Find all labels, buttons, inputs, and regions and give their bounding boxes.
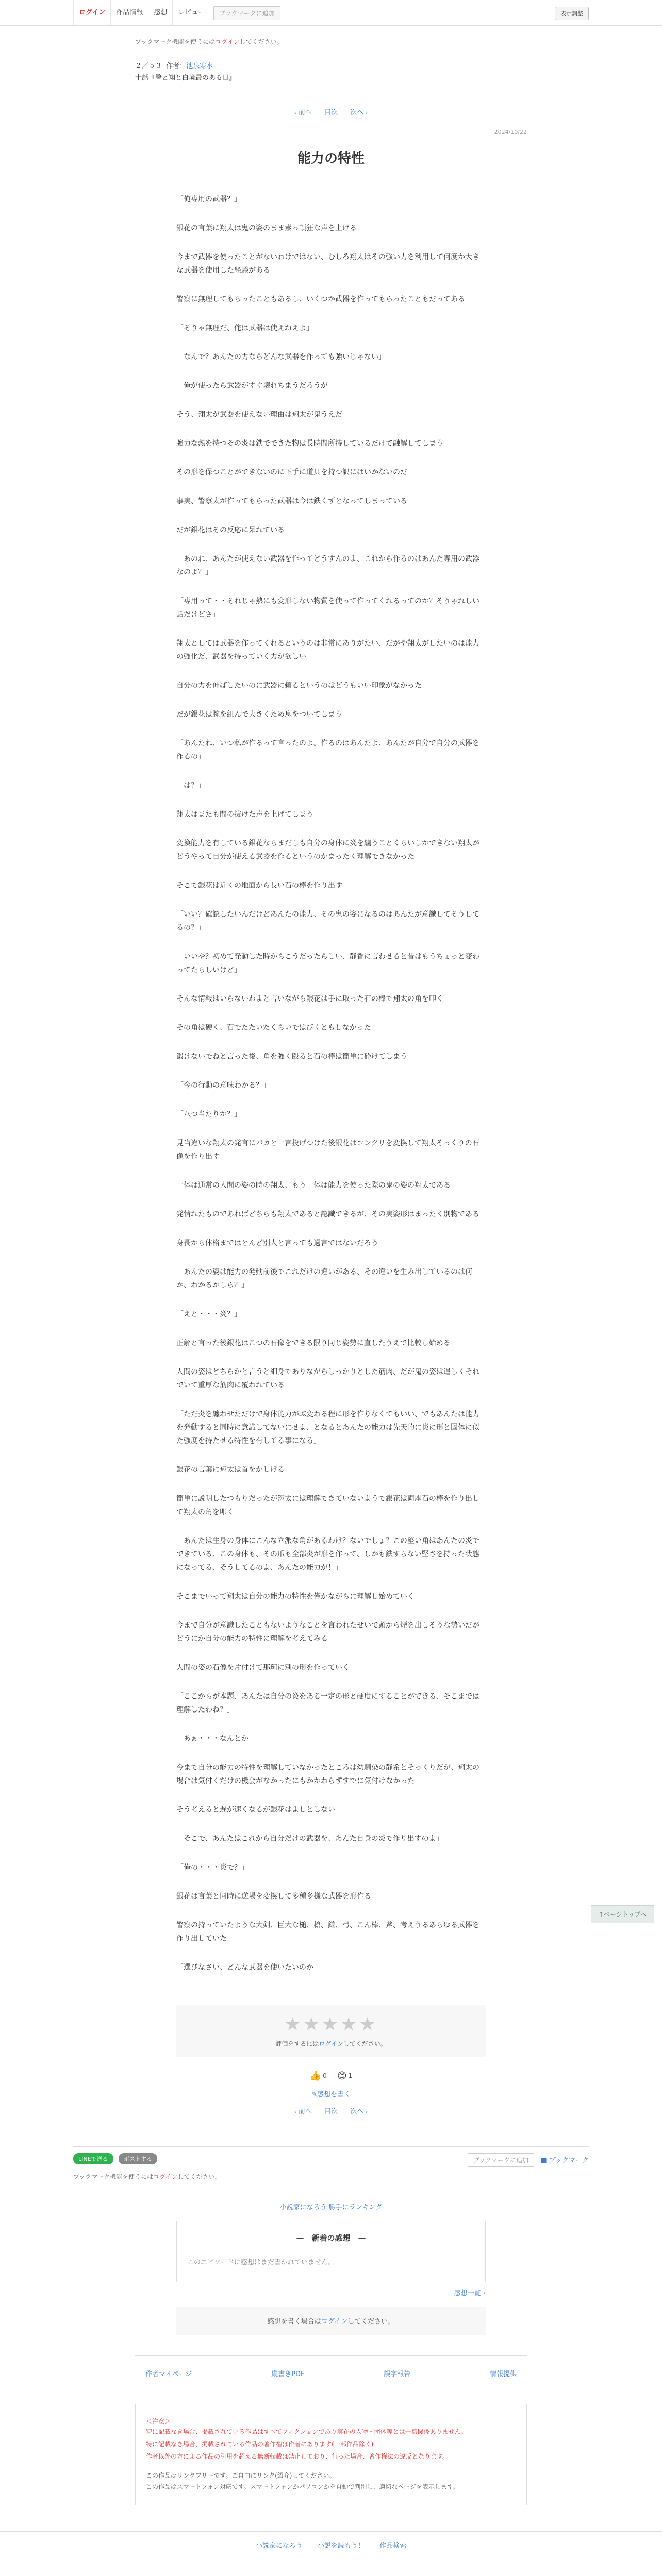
bookmark-login-notice-bottom: ブックマーク機能を使うにはログインしてください。: [73, 2173, 221, 2180]
star-rating-icon[interactable]: ★★★★★: [284, 2014, 378, 2035]
next-link[interactable]: 次へ ›: [350, 109, 368, 116]
pager-bottom: [135, 2106, 527, 2115]
chevron-left-icon: ‹: [294, 2108, 299, 2115]
body-paragraph: 今まで武器を使ったことがないわけではない、むしろ翔太はその強い力を利用して何度か大きな武器を使用した経験がある: [176, 253, 479, 275]
vertical-pdf-link[interactable]: 縦書きPDF: [271, 2370, 305, 2378]
body-paragraph: 事実、警察太が作ってもらった武器は今は鉄くずとなってしまっている: [176, 497, 407, 505]
chevron-right-icon: ›: [363, 109, 368, 116]
next-link-bottom[interactable]: 次へ ›: [350, 2108, 368, 2115]
reaction-smile[interactable]: 😊 1: [337, 2071, 353, 2081]
body-paragraph: 銀花の言葉に翔太は首をかしげる: [176, 1466, 285, 1474]
index-link[interactable]: 目次: [324, 109, 338, 116]
prev-link[interactable]: ‹ 前へ: [294, 109, 312, 116]
body-paragraph: 「俺の・・・炎で？」: [176, 1863, 249, 1872]
login-link[interactable]: ログイン: [73, 0, 111, 26]
body-paragraph: 発情れたものであればどちらも翔太であると認識できるが、その実姿形はまったく別物である: [176, 1210, 479, 1218]
body-paragraph: 「俺が使ったら武器がすぐ壊れちまうだろうが」: [176, 382, 335, 390]
body-paragraph: 警察の持っていたような大剣、巨大な槌、槍、鎌、弓、こん棒、斧、考えうるあらゆる武器を作り出していた: [176, 1921, 479, 1943]
x-post-button[interactable]: ポストする: [119, 2153, 157, 2164]
body-paragraph: 自分の力を伸ばしたいのに武器に頼るというのはどうもいい印象がなかった: [176, 682, 422, 690]
body-paragraph: 「なんで？あんたの力ならどんな武器を作っても強いじゃない」: [176, 353, 386, 361]
pencil-icon: ✎: [311, 2091, 317, 2098]
body-paragraph: 「あぁ・・・なんとか」: [176, 1735, 256, 1743]
caution-line-1: 特に記載なき場合、掲載されている作品はすべてフィクションであり実在の人物・団体等とは一切関係ありません。: [146, 2428, 468, 2435]
impressions-more: [176, 2287, 486, 2297]
body-paragraph: だが銀花はその反応に呆れている: [176, 526, 285, 534]
display-settings-button[interactable]: 表示調整: [555, 7, 589, 20]
novel-body: [176, 193, 486, 1974]
body-paragraph: 翔太はまたも間の抜けた声を上げてしまう: [176, 810, 313, 819]
body-paragraph: 「あのね、あんたが使えない武器を作ってどうすんのよ、これから作るのはあんた専用の武器なのよ？」: [176, 555, 479, 577]
write-login-link[interactable]: ログイン: [321, 2318, 348, 2326]
thumbs-up-icon: 👍: [309, 2071, 322, 2081]
body-paragraph: 「いい？確認したいんだけどあんたの能力、その鬼の姿になるのはあんたが意識してそうしてるの？」: [176, 910, 479, 932]
body-paragraph: 人間の姿の石像を片付けて那珂に別の形を作っていく: [176, 1664, 350, 1672]
index-link-bottom[interactable]: 目次: [324, 2108, 338, 2115]
ranking-link[interactable]: 小説家になろう 勝手にランキング: [279, 2204, 383, 2211]
body-paragraph: 人間の姿はどちらかと言うと細身でありながらしっかりとした筋肉、だが鬼の姿は逞しくそれでいて重厚な筋肉に覆われている: [176, 1368, 479, 1389]
episode-title: 能力の特性: [297, 151, 365, 166]
author-link[interactable]: 池泉寒水: [186, 62, 213, 70]
body-paragraph: 「ただ炎を纏わせただけで身体能力がぶ変わる程に形を作りなくてもいい、でもあんたは能力を発動すると同時に意識してないにせよ、となるとあんたの能力は先天的に炎に形と固体に似た強度を持たせる特性を有してる事になる」: [176, 1410, 479, 1445]
footer-search-link[interactable]: 作品検索: [379, 2542, 407, 2550]
chevron-left-icon: ‹: [294, 109, 299, 116]
body-paragraph: 「いいや？初めて発動した時からこうだったらしい、静香に言わせると昔はもうちょっと変わってたらしいけど」: [176, 953, 479, 974]
line-share-button[interactable]: LINEで送る: [73, 2153, 113, 2164]
body-paragraph: 「そりゃ無理だ、俺は武器は使えねえよ」: [176, 324, 313, 332]
caution-line-2: 特に記載なき場合、掲載されている作品の著作権は作者にあります(一部作品除く)。: [146, 2441, 380, 2448]
impressions-box: [176, 2221, 486, 2282]
chevron-right-icon: ›: [363, 2108, 368, 2115]
body-paragraph: 変換能力を有している銀花ならまだしも自分の身体に炎を纏うことくらいしかできない翔太がどうやって自分が使える武器を作るというのかまったく理解できなかった: [176, 839, 479, 861]
header-bar: [0, 0, 662, 26]
episode-meta: ２／５３ 作者：池泉寒水: [135, 62, 213, 70]
body-paragraph: そう考えると遅が速くなるが銀花はよしとしない: [176, 1806, 335, 1814]
write-impression-box: 感想を書く場合はログインしてください。: [176, 2307, 486, 2335]
body-paragraph: 今まで自分が意識したこともないようなことを言われたせいで頭から煙を出しそうな勢いだがどうにか自分の能力の特性に理解を考えてみる: [176, 1621, 479, 1643]
write-impression-link[interactable]: ✎感想を書く: [311, 2091, 351, 2098]
bookmark-icon: ■: [540, 2157, 549, 2164]
body-paragraph: 「は？」: [176, 782, 205, 790]
body-paragraph: 「あんたの姿は能力の発動前後でこれだけの違いがある、その違いを生み出しているのは何か、わかるかしら？」: [176, 1268, 472, 1290]
body-paragraph: 正解と言った後銀花はこつの石像をできる限り同じ姿勢に直したうえで比較し始める: [176, 1339, 451, 1347]
body-paragraph: 「えと・・・炎？」: [176, 1310, 241, 1318]
bookmark-login-notice: ブックマーク機能を使うにはログインしてください。: [135, 38, 283, 45]
body-paragraph: 「ここからが本題、あんたは自分の炎をある一定の形と硬度にすることができる、そこまでは理解したわね？」: [176, 1692, 479, 1714]
episode-counter: ２／５３: [135, 62, 162, 70]
share-row: [73, 2146, 589, 2167]
pager-top: [135, 107, 527, 116]
body-paragraph: 「八つ当たりか？」: [176, 1110, 241, 1118]
body-paragraph: 「そこで、あんたはこれから自分だけの武器を、あんた自身の炎で作り出すのよ」: [176, 1835, 443, 1843]
prev-link-bottom[interactable]: ‹ 前へ: [294, 2108, 312, 2115]
body-paragraph: 簡単に説明したつもりだったが翔太には理解できていないようで銀花は両座石の棒を作り出して翔太の角を叩く: [176, 1495, 479, 1516]
footer-syosetu-link[interactable]: 小説家になろう: [255, 2542, 303, 2550]
body-paragraph: 一体は通常の人間の姿の時の翔太、もう一体は能力を使った際の鬼の姿の翔太である: [176, 1181, 451, 1190]
body-paragraph: 「今の行動の意味わかる？」: [176, 1081, 270, 1090]
caution-box: [135, 2404, 527, 2505]
body-paragraph: そんな情報はいらないわよと言いながら銀花は手に取った石の棒で翔太の角を叩く: [176, 995, 443, 1003]
body-paragraph: そう、翔太が武器を使えない理由は翔太が鬼うえだ: [176, 411, 342, 419]
bookmark-link[interactable]: ■ ブックマーク: [540, 2157, 589, 2164]
body-paragraph: 「あんたね、いつ私が作るって言ったのよ。作るのはあんたよ、あんたが自分で自分の武器を作るの」: [176, 739, 479, 761]
body-paragraph: 身長から体格まではとんど別人と言っても過言ではないだろう: [176, 1239, 378, 1247]
rating-note: 評価をするにはログインしてください。: [275, 2040, 387, 2047]
body-paragraph: 鍛けないでねと言った後、角を強く殴ると石の棒は簡単に砕けてしまう: [176, 1053, 407, 1061]
impressions-empty: このエピソードに感想はまだ書かれていません。: [187, 2259, 335, 2266]
body-paragraph: 強力な熱を持つその炎は鉄でできた物は長時間所持しているだけで融解してしまう: [176, 439, 443, 448]
site-footer: 小説家になろう ｜ 小説を読もう！ ｜ 作品検索: [0, 2531, 662, 2559]
rating-login-link[interactable]: ログイン: [319, 2040, 343, 2047]
body-paragraph: 「俺専用の武器？」: [176, 195, 241, 204]
body-paragraph: 今まで自分の能力の特性を理解していなかったところは幼馴染の静希とそっくりだが、翔太の場合は気付くだけの機会がなかったにもかかわらずすでに気付けなかった: [176, 1764, 479, 1785]
body-paragraph: 銀花は言葉と同時に逆場を変換して多種多様な武器を形作る: [176, 1892, 371, 1901]
bookmark-add-button-top[interactable]: ブックマークに追加: [213, 6, 280, 20]
rating-box: [176, 2005, 486, 2057]
author-mypage-link[interactable]: 作者マイページ: [145, 2370, 192, 2378]
reactions: [0, 2071, 662, 2081]
publish-date: 2024/10/22: [494, 129, 527, 135]
caution-info: この作品はリンクフリーです。ご自由にリンク(紹介)してください。 この作品はスマートフォン対応です。スマートフォンかパソコンかを自動で判別し、適切なページを表示します。: [146, 2472, 459, 2490]
body-paragraph: 「あんたは生身の身体にこんな立派な角があるわけ？ないでしょ？この堅い角はあんたの炎でできている、この身体も、その爪も全部炎が形を作って、しかも鉄すらない堅さを持った状態になってる、そうしてるのよ、あんたの能力が！」: [176, 1537, 479, 1572]
nav-work-info[interactable]: 作品情報: [111, 0, 148, 26]
bookmark-area: [468, 2153, 589, 2167]
typo-report-link[interactable]: 誤字報告: [384, 2370, 411, 2378]
footer-yomou-link[interactable]: 小説を読もう！: [317, 2542, 365, 2550]
caution-line-3: 作者以外の方による作品の引用を超える無断転載は禁止しており、行った場合、著作権法の違反となります。: [146, 2453, 449, 2460]
caution-heading: ＜注意＞: [146, 2418, 171, 2425]
body-paragraph: 「専用って・・それじゃ熱にも変形しない物質を使って作ってくれるってのか？そうゃれしい話だけどさ」: [176, 597, 479, 619]
body-paragraph: 見当違いな翔太の発言にバカと一言投げつけた後銀花はコンクリを変換して翔太そっくりの石像を作り出す: [176, 1139, 479, 1161]
body-paragraph: 銀花の言葉に翔太は鬼の姿のまま素っ頓狂な声を上げる: [176, 224, 357, 232]
impressions-heading: — 新着の感想 —: [296, 2233, 366, 2243]
body-paragraph: そこまでいって翔太は自分の能力の特性を僅かながらに理解し始めていく: [176, 1592, 415, 1601]
info-provide-link[interactable]: 情報提供: [489, 2370, 517, 2378]
body-paragraph: 警察に無理してもらったこともあるし、いくつか武器を作ってもらったこともだってある: [176, 295, 465, 303]
body-paragraph: 「選びなさい、どんな武器を使いたいのか」: [176, 1963, 321, 1972]
notice-login-link[interactable]: ログイン: [215, 38, 240, 45]
body-paragraph: その角は硬く、石でたたいたくらいではびくともしなかった: [176, 1024, 371, 1032]
body-paragraph: だが銀花は腕を組んで大きくため息をついてしまう: [176, 710, 342, 719]
bookmark-add-button[interactable]: ブックマークに追加: [468, 2153, 534, 2167]
body-paragraph: その形を保つことができないのに下手に道具を持つ訳にはいかないのだ: [176, 468, 407, 477]
nav-reviews[interactable]: レビュー: [173, 0, 210, 26]
footer-links: [135, 2355, 527, 2378]
body-paragraph: 翔太としては武器を作ってくれるというのは非常にありがたい、だがや翔太がしたいのは能力の強化だ、武器を持っていく力が欲しい: [176, 639, 479, 661]
impressions-list-link[interactable]: 感想一覧 ›: [454, 2290, 486, 2297]
notice-login-link-bottom[interactable]: ログイン: [153, 2173, 178, 2180]
body-paragraph: そこで銀花は近くの地面から長い石の棒を作り出す: [176, 882, 342, 890]
write-impression: [0, 2089, 662, 2098]
ranking-banner: [0, 2201, 662, 2211]
smile-icon: 😊: [337, 2071, 347, 2081]
nav-impressions[interactable]: 感想: [148, 0, 173, 26]
reaction-thumbs-up[interactable]: 👍 0: [309, 2071, 327, 2081]
chapter-title: 十話『警と翔と白境最のある日』: [135, 74, 236, 82]
page-top-button[interactable]: ↑ページトップへ: [591, 1905, 654, 1923]
